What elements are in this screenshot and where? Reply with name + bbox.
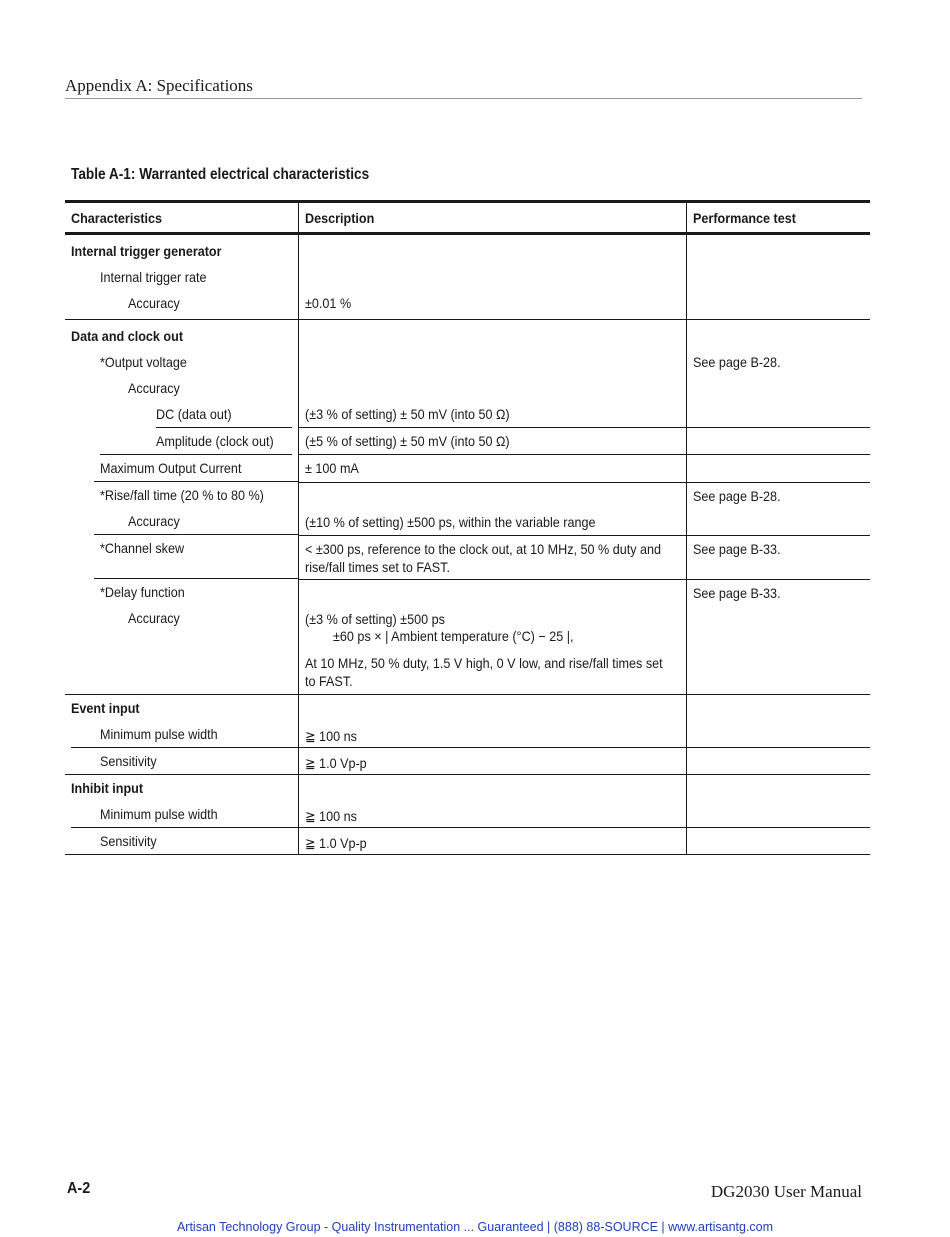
performance-test-cell [686,694,870,774]
performance-test-cell [686,320,870,456]
manual-title: DG2030 User Manual [710,1182,862,1201]
section-title: Internal trigger generator [71,243,222,259]
description-cell [298,320,686,456]
performance-test-cell [686,579,870,694]
table-header-row [65,202,870,234]
performance-test-cell [686,234,870,320]
table-row [65,579,870,694]
footer-link[interactable]: Artisan Technology Group - Quality Instrumentation ... Guaranteed | (888) 88-SOURCE | www.artisantg.com [176,1220,774,1234]
description-cell [298,579,686,694]
description-value: (±10 % of setting) ±500 ps, within the variable range [304,513,595,530]
characteristic-cell [65,774,298,854]
table-row [65,694,870,774]
characteristic-label: Minimum pulse width [100,805,218,822]
running-header: Appendix A: Specifications [65,76,253,95]
description-cell [298,455,686,482]
description-value: ≧ 1.0 Vp-p [304,834,367,851]
description-value: (±3 % of setting) ±500 ps [304,610,445,627]
table-row [65,320,870,456]
column-header-characteristics: Characteristics [65,202,298,234]
column-header-description: Description [298,202,686,234]
performance-test-reference: See page B-28. [692,487,781,504]
characteristic-label: *Delay function [100,584,185,600]
table-caption: Table A-1: Warranted electrical characteristics [71,166,370,183]
performance-test-reference: See page B-33. [692,540,781,557]
characteristic-label: Internal trigger rate [100,269,207,285]
characteristic-cell [65,482,298,535]
description-value: (±5 % of setting) ± 50 mV (into 50 Ω) [304,433,510,449]
section-title: Data and clock out [71,328,184,344]
characteristic-label: *Rise/fall time (20 % to 80 %) [100,487,264,503]
description-cell [298,694,686,774]
description-value: ≧ 1.0 Vp-p [304,754,367,771]
section-title: Event input [71,699,140,716]
characteristic-label: Accuracy [128,295,180,311]
description-cell [298,535,686,579]
table-row [65,774,870,854]
column-header-performance-test: Performance test [686,202,870,234]
characteristic-label: Sensitivity [100,752,157,769]
table-row [65,234,870,320]
description-cell [298,234,686,320]
header-rule [65,98,862,99]
description-value: ±0.01 % [304,295,351,311]
description-value: ≧ 100 ns [304,727,357,744]
characteristic-cell [65,694,298,774]
characteristic-label: Sensitivity [100,832,157,849]
description-note: At 10 MHz, 50 % duty, 1.5 V high, 0 V low, and rise/fall times set to FAST. [304,654,663,689]
table-row [65,535,870,579]
characteristic-label: Accuracy [128,380,180,396]
section-title: Inhibit input [71,779,144,796]
performance-test-reference: See page B-33. [692,584,781,601]
description-value: ≧ 100 ns [304,807,357,824]
performance-test-cell [686,482,870,535]
table-row [65,482,870,535]
performance-test-reference: See page B-28. [692,354,781,370]
characteristic-cell [65,234,298,320]
description-value: < ±300 ps, reference to the clock out, at 10 MHz, 50 % duty and rise/fall times set to FAST. [304,540,661,575]
description-value: ±60 ps × | Ambient temperature (°C) − 25 |, [332,627,574,644]
characteristic-label: Minimum pulse width [100,725,218,742]
characteristic-label: Accuracy [128,610,180,626]
page-number: A-2 [67,1180,91,1197]
description-value: (±3 % of setting) ± 50 mV (into 50 Ω) [304,406,510,422]
description-value: ± 100 mA [304,460,359,476]
characteristic-label: DC (data out) [156,406,232,422]
table-row [65,455,870,482]
specifications-table [65,200,870,855]
characteristic-cell [65,579,298,694]
performance-test-cell [686,455,870,482]
characteristic-cell [65,320,298,456]
characteristic-label: Maximum Output Current [100,460,242,476]
performance-test-cell [686,774,870,854]
characteristic-label: Amplitude (clock out) [156,433,274,449]
characteristic-label: *Output voltage [100,354,187,370]
characteristic-label: Accuracy [128,513,180,529]
description-cell [298,482,686,535]
characteristic-label: *Channel skew [100,540,185,556]
description-cell [298,774,686,854]
performance-test-cell [686,535,870,579]
characteristic-cell [65,455,298,482]
characteristic-cell [65,535,298,579]
